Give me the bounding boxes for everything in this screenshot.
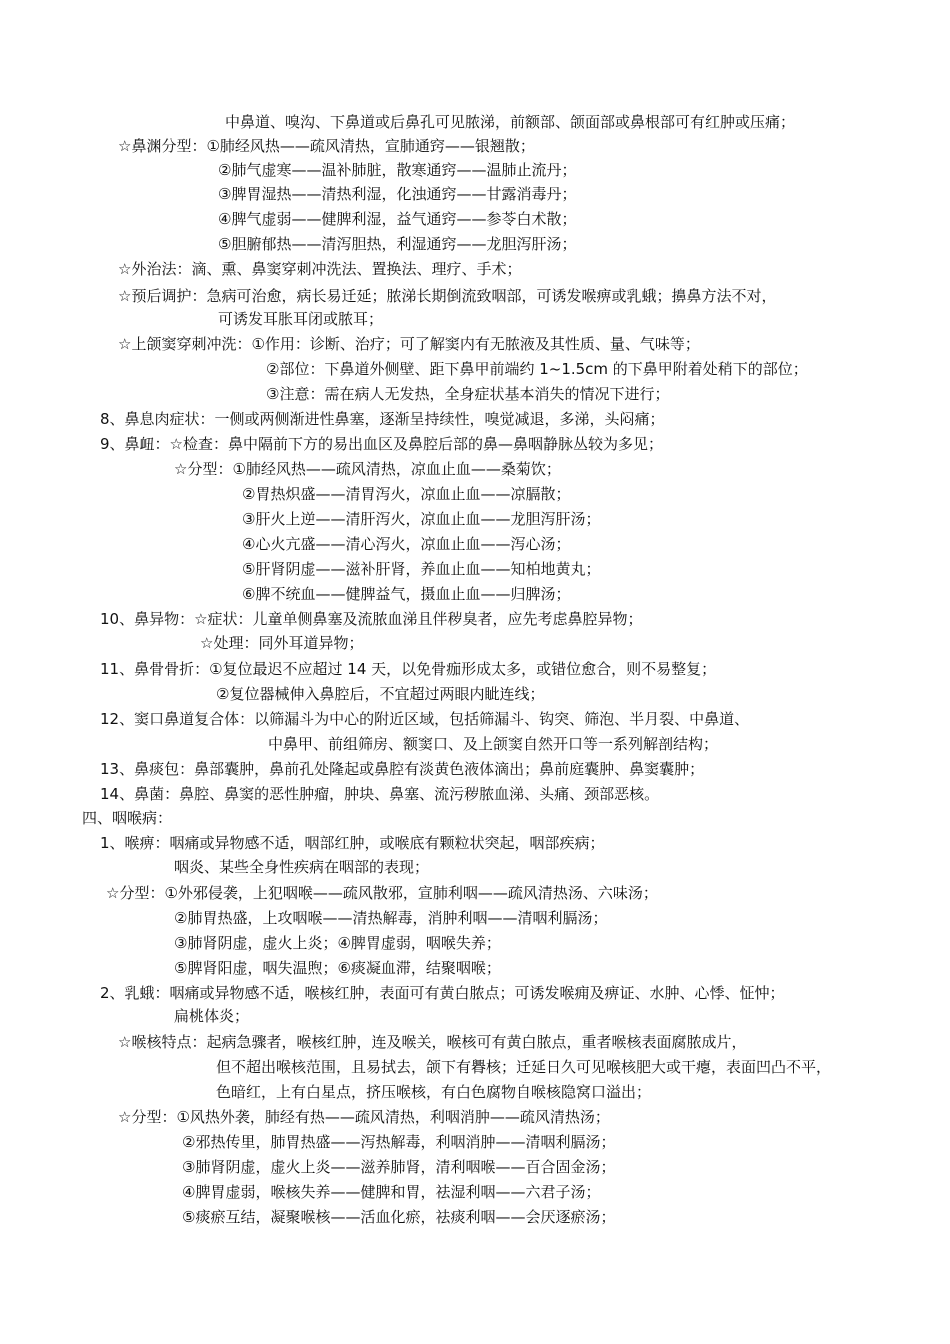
text-line: ③肺肾阴虚，虚火上炎；④脾胃虚弱，咽喉失养； — [174, 934, 501, 952]
text-line: 中鼻甲、前组筛房、额窦口、及上颌窦自然开口等一系列解剖结构； — [268, 735, 719, 753]
text-line: ☆分型：①肺经风热——疏风清热，凉血止血——桑菊饮； — [174, 460, 561, 478]
text-line: ④心火亢盛——清心泻火，凉血止血——泻心汤； — [242, 535, 571, 553]
text-line: ②肺胃热盛，上攻咽喉——清热解毒，消肿利咽——清咽利膈汤； — [174, 909, 608, 927]
text-line: ☆分型：①外邪侵袭，上犯咽喉——疏风散邪，宣肺利咽——疏风清热汤、六味汤； — [106, 884, 658, 902]
text-line: 9、鼻衄：☆检查：鼻中隔前下方的易出血区及鼻腔后部的鼻—鼻咽静脉丛较为多见； — [100, 435, 663, 453]
text-line: ④脾气虚弱——健脾利湿，益气通窍——参苓白术散； — [218, 210, 577, 228]
text-line: ⑤痰瘀互结，凝聚喉核——活血化瘀，祛痰利咽——会厌逐瘀汤； — [182, 1208, 616, 1226]
text-line: ⑤胆腑郁热——清泻胆热，利湿通窍——龙胆泻肝汤； — [218, 235, 577, 253]
text-line: ☆上颌窦穿刺冲洗：①作用：诊断、治疗；可了解窦内有无脓液及其性质、量、气味等； — [118, 335, 700, 353]
text-line: ☆预后调护：急病可治愈，病长易迁延；脓涕长期倒流致咽部，可诱发喉痹或乳蛾；擤鼻方法不对， — [118, 287, 777, 305]
text-line: ☆外治法：滴、熏、鼻窦穿刺冲洗法、置换法、理疗、手术； — [118, 260, 522, 278]
text-line: ☆分型：①风热外袭，肺经有热——疏风清热，利咽消肿——疏风清热汤； — [118, 1108, 610, 1126]
text-line: ☆鼻渊分型：①肺经风热——疏风清热，宣肺通窍——银翘散； — [118, 137, 535, 155]
text-line: 扁桃体炎； — [174, 1007, 250, 1025]
text-line: 12、窦口鼻道复合体：以筛漏斗为中心的附近区域，包括筛漏斗、钩突、筛泡、半月裂、中鼻道、 — [100, 710, 750, 728]
text-line: ②胃热炽盛——清胃泻火，凉血止血——凉膈散； — [242, 485, 571, 503]
section-heading: 四、咽喉病： — [82, 809, 173, 827]
text-line: ②复位器械伸入鼻腔后，不宜超过两眼内眦连线； — [216, 685, 545, 703]
text-line: ③肺肾阴虚，虚火上炎——滋养肺肾，清利咽喉——百合固金汤； — [182, 1158, 616, 1176]
text-line: ☆处理：同外耳道异物； — [200, 634, 364, 652]
text-line: ☆喉核特点：起病急骤者，喉核红肿，连及喉关，喉核可有黄白脓点，重者喉核表面腐脓成片， — [118, 1033, 747, 1051]
text-line: ③肝火上逆——清肝泻火，凉血止血——龙胆泻肝汤； — [242, 510, 601, 528]
text-line: 1、喉痹：咽痛或异物感不适，咽部红肿，或喉底有颗粒状突起，咽部疾病； — [100, 834, 605, 852]
text-line: ③脾胃湿热——清热利湿，化浊通窍——甘露消毒丹； — [218, 185, 577, 203]
text-line: ⑤肝肾阴虚——滋补肝肾，养血止血——知柏地黄丸； — [242, 560, 601, 578]
text-line: 14、鼻菌：鼻腔、鼻窦的恶性肿瘤，肿块、鼻塞、流污秽脓血涕、头痛、颈部恶核。 — [100, 785, 660, 803]
text-line: ②部位：下鼻道外侧壁、距下鼻甲前端约 1~1.5cm 的下鼻甲附着处稍下的部位； — [266, 360, 808, 378]
text-line: 色暗红，上有白星点，挤压喉核，有白色腐物自喉核隐窝口溢出； — [216, 1083, 652, 1101]
text-line: 8、鼻息肉症状：一侧或两侧渐进性鼻塞，逐渐呈持续性，嗅觉减退，多涕，头闷痛； — [100, 410, 665, 428]
text-line: 但不超出喉核范围，且易拭去，颌下有臖核；迁延日久可见喉核肥大或干瘪，表面凹凸不平， — [216, 1058, 832, 1076]
text-line: ④脾胃虚弱，喉核失养——健脾和胃，祛湿利咽——六君子汤； — [182, 1183, 601, 1201]
text-line: 2、乳蛾：咽痛或异物感不适，喉核红肿，表面可有黄白脓点；可诱发喉痈及痹证、水肿、心悸、怔忡； — [100, 984, 785, 1002]
text-line: 11、鼻骨骨折：①复位最迟不应超过 14 天，以免骨痂形成太多，或错位愈合，则不易整复； — [100, 660, 717, 678]
text-line: 可诱发耳胀耳闭或脓耳； — [218, 310, 384, 328]
text-line: ⑤脾肾阳虚，咽失温煦；⑥痰凝血滞，结聚咽喉； — [174, 959, 501, 977]
text-line: ②肺气虚寒——温补肺脏，散寒通窍——温肺止流丹； — [218, 161, 577, 179]
text-line: 13、鼻痰包：鼻部囊肿，鼻前孔处隆起或鼻腔有淡黄色液体滴出；鼻前庭囊肿、鼻窦囊肿； — [100, 760, 705, 778]
text-line: ⑥脾不统血——健脾益气，摄血止血——归脾汤； — [242, 585, 571, 603]
text-line: 10、鼻异物：☆症状：儿童单侧鼻塞及流脓血涕且伴秽臭者，应先考虑鼻腔异物； — [100, 610, 643, 628]
text-line: 中鼻道、嗅沟、下鼻道或后鼻孔可见脓涕，前额部、颌面部或鼻根部可有红肿或压痛； — [225, 113, 796, 131]
text-line: ③注意：需在病人无发热，全身症状基本消失的情况下进行； — [266, 385, 670, 403]
text-line: ②邪热传里，肺胃热盛——泻热解毒，利咽消肿——清咽利膈汤； — [182, 1133, 616, 1151]
text-line: 咽炎、某些全身性疾病在咽部的表现； — [174, 858, 430, 876]
